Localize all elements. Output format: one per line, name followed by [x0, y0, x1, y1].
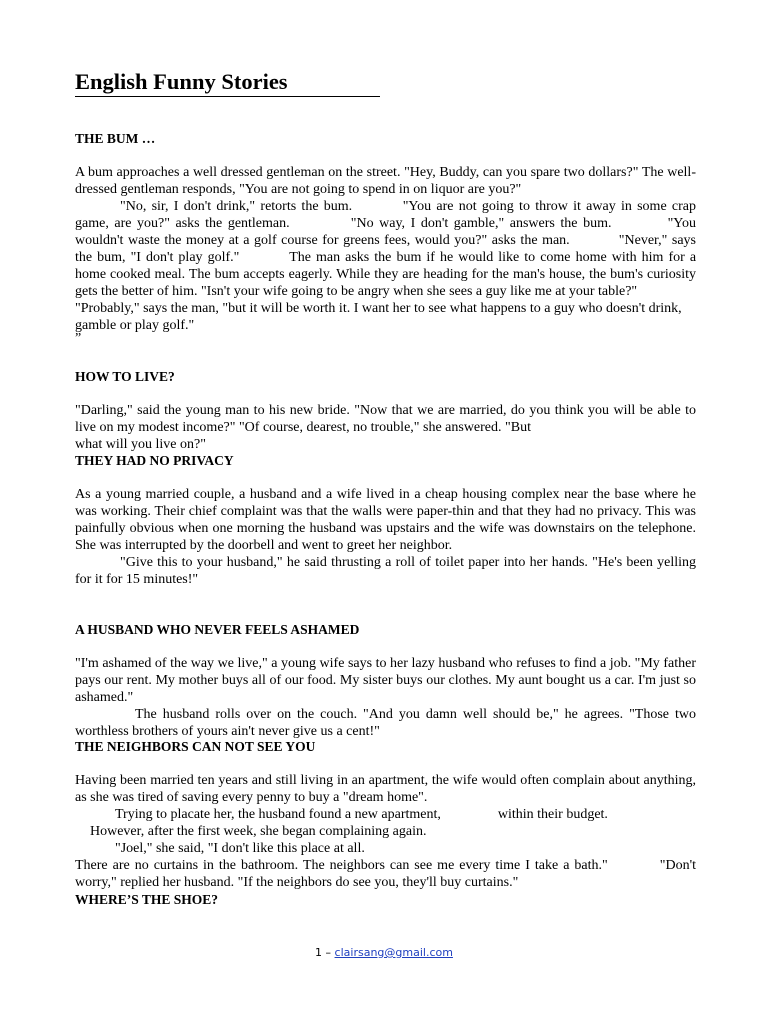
story-heading: A HUSBAND WHO NEVER FEELS ASHAMED — [75, 622, 360, 637]
page-footer — [0, 946, 768, 960]
story-paragraph: As a young married couple, a husband and a wife lived in a cheap housing complex near the base where he was working. Their chief complaint was that the walls were paper-thin and that they had no privacy. This was painfully obvious when one morning the husband was upstairs and the wife was downstairs on the telephone. She was interrupted by the doorbell and went to greet her neighbor. — [75, 487, 696, 553]
document-title: English Funny Stories — [75, 68, 380, 97]
story-text: The man asks the bum if he would like to come home with him for a home cooked meal. The bum accepts eagerly. While they are heading for the man's house, the bum's curiosity gets the better of him. "Isn't your wife going to be angry when she sees a guy like me at your table?" — [75, 250, 697, 299]
story-how-to-live — [75, 368, 696, 453]
story-paragraph — [75, 198, 696, 300]
story-text: "Never," says the bum, "I don't play golf." — [75, 233, 697, 265]
story-text: "No way, I don't gamble," answers the bum. — [350, 216, 612, 231]
story-text: within their budget. — [497, 807, 608, 822]
story-text: "No, sir, I don't drink," retorts the bum. — [120, 199, 353, 214]
story-paragraph: "Probably," says the man, "but it will be worth it. I want her to see what happens to a guy who doesn't drink, gamble or play golf." — [75, 301, 682, 333]
story-paragraph: "Give this to your husband," he said thrusting a roll of toilet paper into her hands. "He's been yelling for it for 15 minutes!" — [75, 555, 696, 587]
story-heading: THE NEIGHBORS CAN NOT SEE YOU — [75, 739, 316, 754]
story-text: Trying to placate her, the husband found a new apartment, — [115, 807, 441, 822]
story-text: "You are not going to throw it away in some crap game, are you?" asks the gentleman. — [75, 199, 697, 231]
story-paragraph: "Darling," said the young man to his new bride. "Now that we are married, do you think you will be able to live on my modest income?" "Of course, dearest, no trouble," she answered. "But — [75, 403, 696, 435]
story-paragraph: "I'm ashamed of the way we live," a young wife says to her lazy husband who refuses to find a job. "My father pays our rent. My mother buys all of our food. My sister buys our clothes. My aunt bought us a car. I'm just so ashamed." — [75, 656, 696, 705]
story-paragraph: The husband rolls over on the couch. "And you damn well should be," he agrees. "Those two worthless brothers of yours ain't never give us a cent!" — [75, 707, 696, 739]
story-paragraph: Having been married ten years and still living in an apartment, the wife would often complain about anything, as she was tired of saving every penny to buy a "dream home". — [75, 773, 696, 805]
story-text: There are no curtains in the bathroom. The neighbors can see me every time I take a bath." — [75, 858, 608, 873]
story-heading: THE BUM … — [75, 131, 156, 146]
story-paragraph: A bum approaches a well dressed gentleman on the street. "Hey, Buddy, can you spare two dollars?" The well-dressed gentleman responds, "You are not going to spend in on liquor are you?" — [75, 165, 696, 197]
story-the-bum — [75, 130, 696, 344]
story-paragraph — [75, 857, 696, 891]
story-heading: THEY HAD NO PRIVACY — [75, 453, 234, 468]
story-heading: HOW TO LIVE? — [75, 369, 175, 384]
story-husband-ashamed — [75, 621, 696, 740]
story-paragraph: what will you live on?" — [75, 437, 206, 452]
story-no-privacy — [75, 452, 696, 588]
email-link[interactable]: clairsang@gmail.com — [334, 946, 453, 959]
story-paragraph — [75, 806, 696, 823]
page-number: 1 – — [315, 946, 335, 959]
story-text: "Don't worry," replied her husband. "If the neighbors do see you, they'll buy curtains." — [75, 858, 696, 890]
story-heading: WHERE’S THE SHOE? — [75, 892, 219, 907]
story-paragraph: "Joel," she said, "I don't like this place at all. — [115, 841, 365, 856]
story-text: "You wouldn't waste the money at a golf course for greens fees, would you?" asks the man. — [75, 216, 697, 248]
story-paragraph: However, after the first week, she began complaining again. — [90, 824, 427, 839]
story-paragraph: ” — [75, 331, 82, 346]
story-neighbors — [75, 738, 696, 908]
